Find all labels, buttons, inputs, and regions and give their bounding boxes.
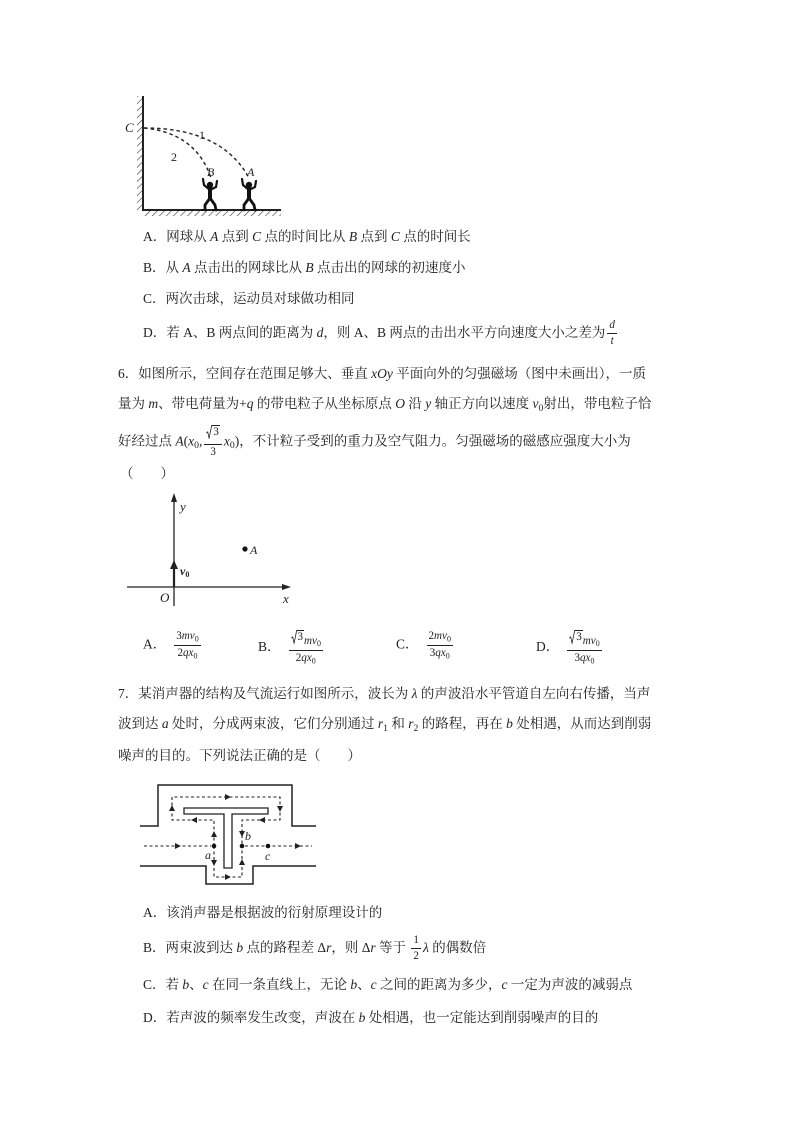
math-variable: b: [506, 716, 513, 731]
point-a-label: a: [205, 848, 211, 862]
text-run: 处相遇，从而达到削弱: [512, 716, 652, 731]
q6-stem-line-2: [118, 394, 651, 419]
text-run: 在同一条直线上，无论: [208, 977, 351, 992]
tennis-trajectory-figure: [118, 92, 288, 217]
fraction-numerator: [174, 630, 200, 646]
square-root: [569, 630, 583, 644]
math-variable: x: [585, 651, 591, 664]
subscript: 1: [383, 722, 388, 734]
text-run: C．: [396, 636, 419, 652]
text-run: 、: [189, 977, 203, 992]
math-variable: c: [202, 977, 209, 992]
t-partition: [184, 808, 268, 868]
text-run: 2: [428, 630, 435, 642]
q6-stem-line-1: [118, 364, 646, 384]
fraction: [204, 425, 222, 459]
flow-arrow: [211, 860, 217, 866]
math-variable: r: [377, 716, 384, 731]
math-variable: x: [440, 646, 446, 659]
fraction-numerator: [289, 630, 323, 651]
math-variable: B: [348, 229, 358, 244]
y-axis-arrowhead: [171, 493, 177, 502]
math-variable: m: [582, 634, 591, 647]
q6-option-d: [536, 630, 604, 666]
subscript: 0: [229, 440, 235, 452]
math-variable: x: [223, 433, 230, 449]
text-run: 点到: [357, 229, 391, 244]
player-b-icon: [202, 179, 218, 210]
math-variable: v: [442, 630, 447, 642]
text-run: ): [234, 433, 240, 449]
text-run: 量为: [118, 396, 149, 411]
fraction-numerator: [411, 934, 421, 949]
radicand: [297, 630, 305, 644]
math-variable: b: [236, 939, 244, 955]
subscript: 0: [590, 656, 595, 666]
text-run: 波到达: [118, 716, 162, 731]
text-run: A．网球从: [143, 229, 211, 244]
fraction-numerator: [607, 319, 617, 334]
math-variable: xOy: [371, 366, 393, 381]
y-axis-label: y: [180, 499, 186, 514]
radicand: [212, 425, 220, 439]
text-run: ，不计粒子受到的重力及空气阻力。匀强磁场的磁感应强度大小为: [239, 433, 631, 449]
math-variable: r: [370, 939, 376, 955]
q7-option-d: [143, 1008, 598, 1028]
math-variable: C: [390, 229, 400, 244]
fraction: [567, 630, 601, 666]
text-run: B．从: [143, 260, 183, 275]
text-run: 6．如图所示，空间存在范围足够大、垂直: [118, 366, 372, 381]
fraction: [607, 319, 617, 349]
fraction: [411, 934, 421, 964]
square-root: [291, 630, 305, 644]
flow-arrow: [211, 831, 217, 837]
text-run: ，则 A、B 两点的击出水平方向速度大小之差为: [323, 324, 606, 340]
text-run: (: [183, 433, 189, 449]
point-c-label: C: [125, 120, 134, 135]
pipe-lower-wall: [140, 866, 316, 884]
math-variable: C: [252, 229, 262, 244]
math-variable: v: [590, 634, 596, 647]
radicand: [575, 630, 583, 644]
q7-option-a: [143, 903, 382, 923]
x-axis-label: x: [283, 591, 289, 606]
math-variable: x: [306, 651, 312, 664]
point-b-label: b: [245, 829, 251, 843]
q5-option-b: [143, 258, 466, 278]
text-run: 点到: [218, 229, 253, 244]
text-run: 平面向外的匀强磁场（图中未画出），一质: [392, 366, 646, 381]
math-variable: t: [610, 335, 614, 348]
text-run: ,: [198, 433, 203, 449]
text-run: 2: [177, 646, 184, 659]
math-variable: c: [370, 977, 377, 992]
square-root: [206, 425, 220, 439]
fraction-denominator: [428, 646, 452, 661]
math-variable: m: [148, 396, 159, 411]
text-run: B．两束波到达: [143, 939, 237, 955]
text-run: 3: [176, 630, 182, 642]
math-variable: v: [532, 396, 539, 411]
trajectory-1-label: 1: [199, 128, 205, 142]
fraction: [289, 630, 323, 666]
q5-option-c: [143, 289, 355, 309]
point-a-label: A: [250, 543, 258, 557]
fraction-numerator: [427, 630, 453, 646]
subscript: 0: [538, 402, 544, 414]
subscript: 0: [194, 440, 199, 452]
point-c-marker: [266, 844, 271, 849]
velocity-arrowhead: [170, 560, 178, 569]
math-variable: λ: [422, 939, 429, 955]
math-variable: O: [395, 396, 405, 411]
text-run: D．若 A、B 两点间的距离为: [143, 324, 317, 340]
text-run: 一定为声波的减弱点: [507, 977, 633, 992]
subscript: 0: [316, 639, 321, 649]
text-run: 点的时间长: [399, 229, 471, 244]
text-run: D．: [536, 638, 560, 654]
text-run: C．若: [143, 977, 183, 992]
math-variable: r: [326, 939, 332, 955]
math-variable: x: [188, 433, 195, 449]
flow-arrow: [169, 805, 175, 811]
math-variable: A: [182, 260, 191, 275]
text-run: 好经过点: [118, 433, 176, 449]
velocity-subscript: 0: [185, 570, 190, 579]
text-run: 点的路程差 Δ: [243, 939, 327, 955]
text-run: 噪声的目的。下列说法正确的是（ ）: [118, 748, 361, 763]
point-a-label: A: [247, 165, 255, 179]
player-a-icon: [241, 179, 257, 210]
text-run: 点击出的网球比从: [190, 260, 306, 275]
text-run: 点的时间比从: [261, 229, 349, 244]
text-run: 沿: [405, 396, 426, 411]
math-variable: m: [304, 634, 313, 647]
fraction: [427, 630, 453, 661]
math-variable: b: [358, 1010, 366, 1025]
math-variable: q: [246, 396, 254, 411]
math-variable: m: [434, 630, 443, 642]
trajectory-2-label: 2: [171, 150, 177, 164]
q6-option-b: [258, 630, 325, 666]
point-b-marker: [240, 844, 245, 849]
math-variable: x: [188, 646, 194, 659]
q6-stem-line-3: [118, 425, 631, 459]
text-run: ，则 Δ: [331, 939, 371, 955]
coordinate-figure: [122, 488, 297, 610]
fraction-denominator: [175, 646, 199, 661]
q6-option-a: [143, 630, 203, 661]
text-run: 3: [297, 631, 304, 643]
velocity-label: [180, 564, 189, 579]
math-variable: q: [301, 651, 307, 664]
math-variable: y: [425, 396, 432, 411]
math-variable: c: [501, 977, 508, 992]
q5-option-a: [143, 227, 471, 247]
text-run: 之间的距离为多少，: [376, 977, 502, 992]
math-variable: q: [435, 646, 441, 659]
q7-option-b: [143, 934, 486, 964]
math-variable: a: [161, 716, 169, 731]
text-run: 3: [213, 426, 219, 438]
math-variable: v: [312, 634, 317, 647]
math-variable: v: [189, 630, 195, 642]
fraction-denominator: [208, 445, 218, 459]
q5-option-d: [143, 319, 619, 349]
fraction-denominator: [411, 949, 421, 963]
text-run: （ ）: [120, 466, 174, 481]
fraction-denominator: [294, 651, 318, 666]
flow-arrow: [175, 843, 181, 849]
text-run: A．: [143, 636, 167, 652]
text-run: 2: [413, 950, 419, 963]
point-b-label: B: [207, 165, 215, 179]
flow-arrow: [277, 806, 283, 812]
flow-arrow: [259, 817, 265, 823]
text-run: 的带电粒子从坐标原点: [253, 396, 396, 411]
math-variable: d: [609, 319, 615, 331]
subscript: 0: [194, 634, 199, 644]
text-run: 处相遇，也一定能达到削弱噪声的目的: [365, 1010, 599, 1025]
fraction-denominator: [609, 334, 616, 348]
math-variable: q: [183, 646, 189, 659]
fraction-denominator: [572, 651, 596, 666]
math-variable: A: [175, 433, 184, 449]
text-run: 轴正方向以速度: [431, 396, 533, 411]
text-run: 处时，分成两束波，它们分别通过: [168, 716, 378, 731]
text-run: 点击出的网球的初速度小: [313, 260, 466, 275]
subscript: 2: [413, 722, 419, 734]
point-a-marker: [242, 546, 247, 551]
text-run: 等于: [375, 939, 410, 955]
math-variable: b: [350, 977, 358, 992]
text-run: A．该消声器是根据波的衍射原理设计的: [143, 905, 383, 920]
text-run: 、: [357, 977, 371, 992]
flow-arrow: [225, 794, 231, 800]
fraction-numerator: [204, 425, 222, 445]
flow-arrow: [225, 874, 231, 880]
text-run: 3: [210, 446, 216, 459]
q6-answer-bracket: [120, 464, 174, 484]
point-a-marker: [212, 844, 217, 849]
x-axis-arrowhead: [282, 584, 291, 590]
text-run: 2: [295, 651, 302, 664]
math-variable: q: [580, 651, 586, 664]
math-variable: λ: [411, 686, 418, 701]
q7-option-c: [143, 975, 632, 995]
velocity-symbol: v: [180, 564, 186, 578]
subscript: 0: [193, 651, 198, 661]
math-variable: m: [181, 630, 190, 642]
q6-option-c: [396, 630, 455, 661]
text-run: 射出，带电粒子恰: [543, 396, 652, 411]
muffler-figure: [136, 780, 320, 888]
math-variable: d: [316, 324, 324, 340]
text-run: B．: [258, 638, 281, 654]
flow-arrow: [295, 843, 301, 849]
text-run: 和: [388, 716, 409, 731]
subscript: 0: [445, 651, 450, 661]
fraction-numerator: [567, 630, 601, 651]
subscript: 0: [446, 634, 451, 644]
math-variable: A: [210, 229, 219, 244]
flow-arrow: [239, 859, 245, 865]
text-run: 的声波沿水平管道自左向右传播，当声: [417, 686, 651, 701]
text-run: 的路程，再在: [418, 716, 507, 731]
text-run: 3: [429, 646, 436, 659]
text-run: C．两次击球，运动员对球做功相同: [143, 291, 355, 306]
text-run: 3: [574, 651, 581, 664]
text-run: 1: [413, 934, 419, 946]
math-variable: B: [305, 260, 314, 275]
math-variable: r: [408, 716, 414, 731]
point-c-label: c: [265, 849, 271, 863]
text-run: 3: [576, 631, 582, 643]
fraction: [174, 630, 200, 661]
q7-stem-line-2: [118, 714, 651, 739]
q7-stem-line-1: [118, 684, 650, 704]
text-run: 、带电荷量为+: [158, 396, 247, 411]
subscript: 0: [311, 656, 316, 666]
text-run: 的偶数倍: [428, 939, 487, 955]
subscript: 0: [595, 639, 600, 649]
q7-stem-line-3: [118, 746, 361, 766]
flow-arrow: [191, 817, 197, 823]
origin-label: O: [160, 590, 170, 605]
math-variable: b: [182, 977, 190, 992]
text-run: 7．某消声器的结构及气流运行如图所示，波长为: [118, 686, 412, 701]
text-run: D．若声波的频率发生改变，声波在: [143, 1010, 359, 1025]
